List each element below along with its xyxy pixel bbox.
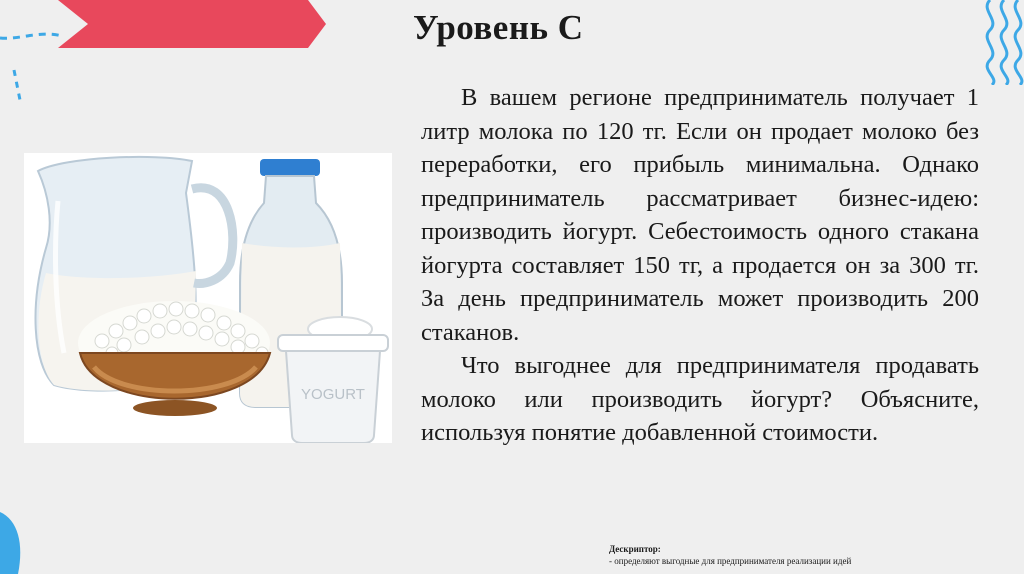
question-paragraph: Что выгоднее для предпринимателя продавать молоко или производить йогурт? Объясните, используя понятие добавленной стоимости. <box>421 352 979 446</box>
yogurt-cup-label: YOGURT <box>301 386 365 403</box>
yogurt-cup-image <box>278 317 388 443</box>
slide-title: Уровень С <box>413 8 584 47</box>
dairy-products-illustration <box>24 153 392 443</box>
descriptor-note <box>609 543 851 567</box>
task-text <box>421 81 979 450</box>
corner-shape-decoration <box>0 504 30 574</box>
wavy-lines-decoration <box>976 0 1024 85</box>
dashed-line-decoration <box>0 0 70 110</box>
descriptor-label: Дескриптор: <box>609 544 661 554</box>
task-paragraph: В вашем регионе предприниматель получает 1 литр молока по 120 тг. Если он продает молоко без переработки, его прибыль минимальна. Однако предприниматель рассматривает бизнес-идею: производить йогурт. Себестоимость одного стакана йогурта составляет 150 тг, а продается он за 300 тг. За день предприниматель может производить 200 стаканов. <box>421 84 979 346</box>
red-ribbon-decoration <box>58 0 328 48</box>
descriptor-item: - определяют выгодные для предпринимателя реализации идей <box>609 556 852 566</box>
